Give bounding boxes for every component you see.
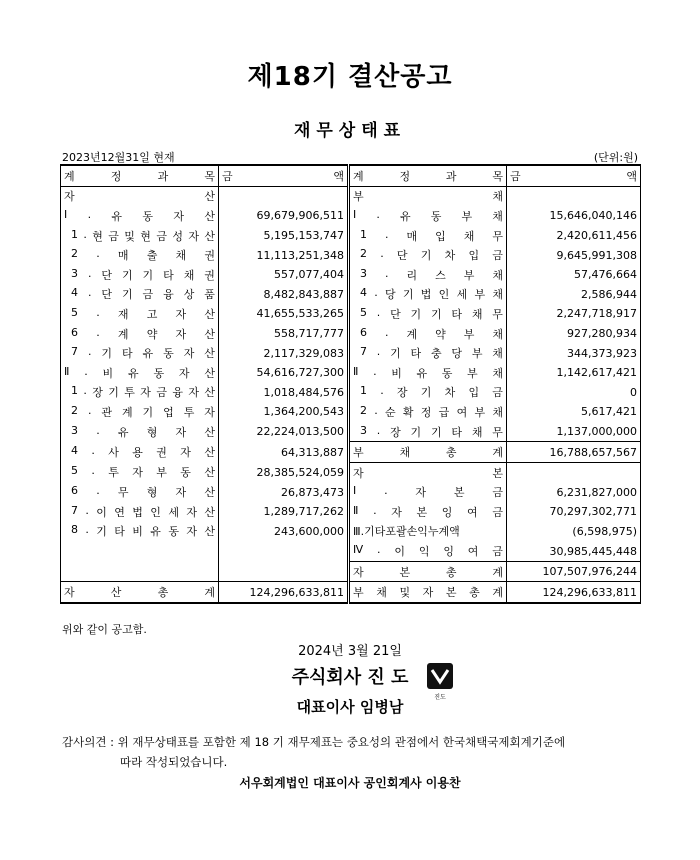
- right-amount-cell: 16,788,657,567: [507, 442, 641, 463]
- left-account-cell: 8 . 기 타 비 유 동 자 산: [61, 522, 219, 542]
- left-amount-cell: 2,117,329,083: [219, 343, 349, 363]
- header-right-amount: 금 액: [507, 165, 641, 186]
- left-account-cell: 4 . 단 기 금 융 상 품: [61, 285, 219, 305]
- announcement-date: 2024년 3월 21일: [298, 644, 402, 659]
- left-amount-cell: 28,385,524,059: [219, 462, 349, 482]
- left-amount-cell: 557,077,404: [219, 265, 349, 285]
- table-row: [61, 582, 641, 603]
- right-account-cell: Ⅰ . 자 본 금: [349, 483, 507, 503]
- left-amount-cell: 54,616,727,300: [219, 363, 349, 383]
- left-account-cell: 자 산: [61, 186, 219, 206]
- left-account-cell: 2 . 매 출 채 권: [61, 245, 219, 265]
- as-of-date: 2023년12월31일 현재: [62, 151, 175, 164]
- table-row: [61, 226, 641, 246]
- right-account-cell: 부 채 총 계: [349, 442, 507, 463]
- right-amount-cell: 30,985,445,448: [507, 541, 641, 561]
- left-amount-cell: 1,018,484,576: [219, 383, 349, 403]
- left-account-cell: 자 산 총 계: [61, 582, 219, 603]
- table-row: [61, 304, 641, 324]
- left-amount-cell: 1,364,200,543: [219, 402, 349, 422]
- right-amount-cell: 107,507,976,244: [507, 561, 641, 582]
- left-amount-cell: 41,655,533,265: [219, 304, 349, 324]
- table-row: [61, 402, 641, 422]
- left-amount-cell: [219, 541, 349, 561]
- left-account-cell: 5 . 투 자 부 동 산: [61, 462, 219, 482]
- left-account-cell: 7 . 이 연 법 인 세 자 산: [61, 502, 219, 522]
- left-amount-cell: 558,717,777: [219, 324, 349, 344]
- ceo-name: 대표이사 임병남: [296, 698, 404, 716]
- right-account-cell: Ⅱ . 비 유 동 부 채: [349, 363, 507, 383]
- left-account-cell: [61, 541, 219, 561]
- table-row: [61, 561, 641, 582]
- right-amount-cell: 2,420,611,456: [507, 226, 641, 246]
- unit-label: (단위:원): [593, 151, 638, 164]
- left-account-cell: Ⅰ . 유 동 자 산: [61, 206, 219, 226]
- right-account-cell: 7 . 기 타 충 당 부 채: [349, 343, 507, 363]
- statement-title: 재무상태표: [293, 121, 407, 141]
- left-account-cell: 6 . 계 약 자 산: [61, 324, 219, 344]
- page-title: 제18기 결산공고: [247, 62, 453, 92]
- left-amount-cell: 5,195,153,747: [219, 226, 349, 246]
- right-account-cell: 부 채: [349, 186, 507, 206]
- table-row: [61, 502, 641, 522]
- table-row: [61, 522, 641, 542]
- left-account-cell: 1 . 장 기 투 자 금 융 자 산: [61, 383, 219, 403]
- right-amount-cell: 124,296,633,811: [507, 582, 641, 603]
- right-account-cell: 5 . 단 기 기 타 채 무: [349, 304, 507, 324]
- left-amount-cell: 22,224,013,500: [219, 422, 349, 442]
- table-row: [61, 422, 641, 442]
- left-amount-cell: 11,113,251,348: [219, 245, 349, 265]
- notice-text: 위와 같이 공고함.: [62, 623, 147, 636]
- auditor-signature: 서우회계법인 대표이사 공인회계사 이용찬: [239, 776, 461, 790]
- left-amount-cell: 124,296,633,811: [219, 582, 349, 603]
- right-amount-cell: 6,231,827,000: [507, 483, 641, 503]
- left-account-cell: 3 . 유 형 자 산: [61, 422, 219, 442]
- right-amount-cell: [507, 462, 641, 482]
- left-account-cell: 6 . 무 형 자 산: [61, 483, 219, 503]
- company-name: 주식회사 진 도: [291, 667, 409, 688]
- right-amount-cell: 5,617,421: [507, 402, 641, 422]
- right-amount-cell: 2,586,944: [507, 285, 641, 305]
- left-account-cell: 7 . 기 타 유 동 자 산: [61, 343, 219, 363]
- left-amount-cell: 26,873,473: [219, 483, 349, 503]
- left-account-cell: 3 . 단 기 기 타 채 권: [61, 265, 219, 285]
- table-row: [61, 245, 641, 265]
- right-amount-cell: 344,373,923: [507, 343, 641, 363]
- table-row: [61, 343, 641, 363]
- table-row: [61, 462, 641, 482]
- right-account-cell: 1 . 장 기 차 입 금: [349, 383, 507, 403]
- left-amount-cell: 8,482,843,887: [219, 285, 349, 305]
- right-account-cell: 3 . 장 기 기 타 채 무: [349, 422, 507, 442]
- right-account-cell: 1 . 매 입 채 무: [349, 226, 507, 246]
- right-amount-cell: 927,280,934: [507, 324, 641, 344]
- right-amount-cell: 9,645,991,308: [507, 245, 641, 265]
- right-amount-cell: 70,297,302,771: [507, 502, 641, 522]
- left-account-cell: Ⅱ . 비 유 동 자 산: [61, 363, 219, 383]
- right-account-cell: 부 채 및 자 본 총 계: [349, 582, 507, 603]
- right-account-cell: 2 . 순 확 정 급 여 부 채: [349, 402, 507, 422]
- company-seal-icon: [426, 662, 454, 702]
- header-left-amount: 금 액: [219, 165, 349, 186]
- header-right-account: 계 정 과 목: [349, 165, 507, 186]
- right-account-cell: 자 본: [349, 462, 507, 482]
- right-amount-cell: 15,646,040,146: [507, 206, 641, 226]
- table-row: [61, 265, 641, 285]
- table-row: [61, 383, 641, 403]
- audit-opinion: [62, 732, 642, 772]
- left-account-cell: [61, 561, 219, 582]
- left-amount-cell: 64,313,887: [219, 442, 349, 463]
- table-row: [61, 206, 641, 226]
- table-row: [61, 442, 641, 463]
- right-amount-cell: (6,598,975): [507, 522, 641, 542]
- right-account-cell: Ⅳ . 이 익 잉 여 금: [349, 541, 507, 561]
- right-account-cell: 2 . 단 기 차 입 금: [349, 245, 507, 265]
- table-row: [61, 285, 641, 305]
- right-account-cell: Ⅱ . 자 본 잉 여 금: [349, 502, 507, 522]
- right-amount-cell: [507, 186, 641, 206]
- left-amount-cell: 243,600,000: [219, 522, 349, 542]
- left-account-cell: 2 . 관 계 기 업 투 자: [61, 402, 219, 422]
- right-amount-cell: 2,247,718,917: [507, 304, 641, 324]
- table-row: [61, 363, 641, 383]
- left-amount-cell: 69,679,906,511: [219, 206, 349, 226]
- right-account-cell: Ⅲ.기타포괄손익누계액: [349, 522, 507, 542]
- table-row: [61, 483, 641, 503]
- table-row: [61, 324, 641, 344]
- audit-opinion-line1: 감사의견 : 위 재무상태표를 포함한 제 18 기 재무제표는 중요성의 관점에서 한국채택국제회계기준에: [62, 735, 566, 749]
- balance-sheet-table: [60, 164, 641, 604]
- table-row: [61, 186, 641, 206]
- right-account-cell: 4 . 당 기 법 인 세 부 채: [349, 285, 507, 305]
- right-account-cell: 3 . 리 스 부 채: [349, 265, 507, 285]
- right-account-cell: Ⅰ . 유 동 부 채: [349, 206, 507, 226]
- right-account-cell: 자 본 총 계: [349, 561, 507, 582]
- left-account-cell: 1 . 현 금 및 현 금 성 자 산: [61, 226, 219, 246]
- left-amount-cell: 1,289,717,262: [219, 502, 349, 522]
- table-row: [61, 541, 641, 561]
- header-left-account: 계 정 과 목: [61, 165, 219, 186]
- right-account-cell: 6 . 계 약 부 채: [349, 324, 507, 344]
- audit-opinion-line2: 따라 작성되었습니다.: [120, 755, 228, 769]
- left-amount-cell: [219, 561, 349, 582]
- left-account-cell: 5 . 재 고 자 산: [61, 304, 219, 324]
- right-amount-cell: 0: [507, 383, 641, 403]
- left-account-cell: 4 . 사 용 권 자 산: [61, 442, 219, 463]
- seal-label: 진도: [434, 694, 446, 701]
- table-header-row: [61, 165, 641, 186]
- left-amount-cell: [219, 186, 349, 206]
- right-amount-cell: 1,142,617,421: [507, 363, 641, 383]
- right-amount-cell: 1,137,000,000: [507, 422, 641, 442]
- right-amount-cell: 57,476,664: [507, 265, 641, 285]
